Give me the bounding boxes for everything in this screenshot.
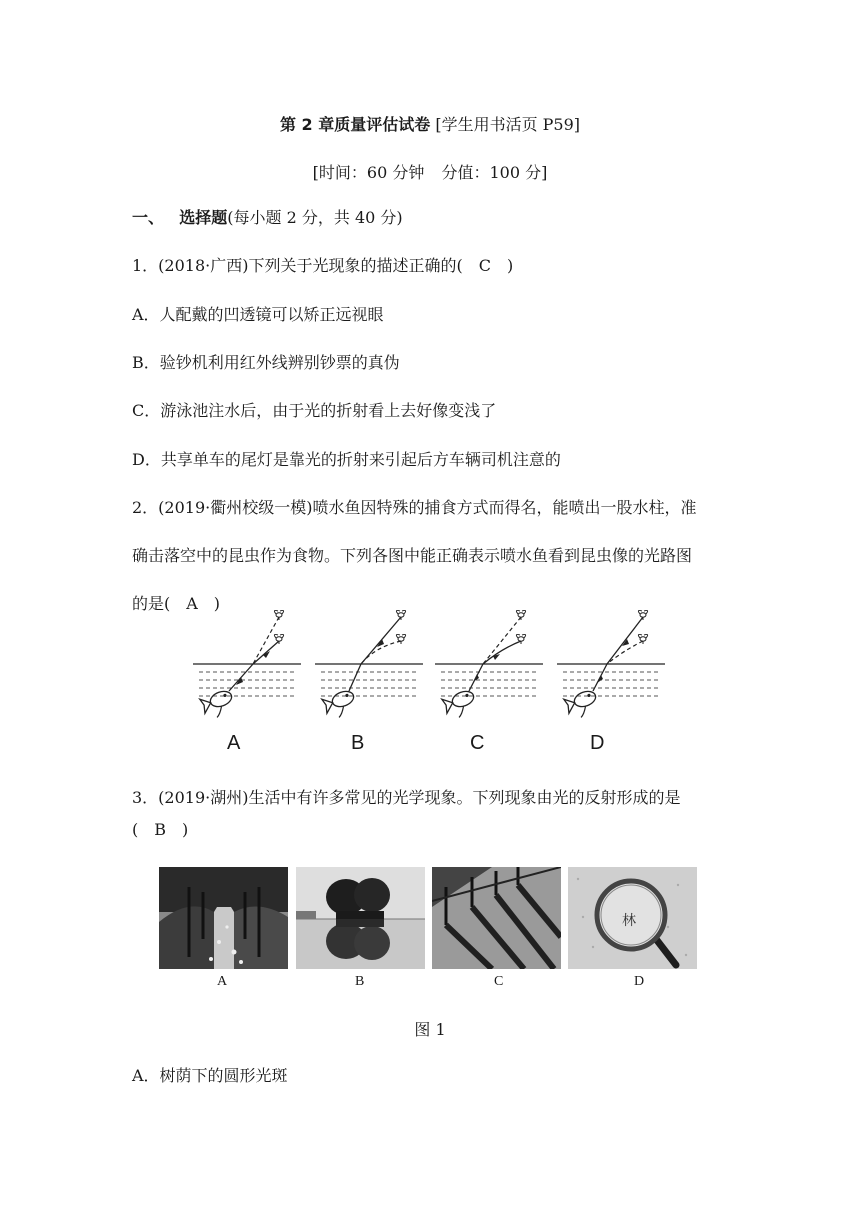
q2-light-path-figure (185, 605, 675, 720)
section-name: 选择题 (179, 208, 228, 227)
q2-label-b: B (351, 732, 365, 754)
q3-photo-c (432, 867, 561, 969)
section-note: (每小题 2 分，共 40 分) (227, 208, 403, 227)
exam-time: [时间：60 分钟 (312, 163, 425, 182)
q3-label-b: B (355, 974, 365, 989)
q2-stem-line-3: 的是( A ) (132, 594, 221, 613)
q3-stem-line-1: 3．(2019·湖州)生活中有许多常见的光学现象。下列现象由光的反射形成的是 (132, 788, 681, 807)
diagram-c (435, 610, 543, 720)
diagram-b (315, 610, 423, 720)
q3-stem-line-2: ( B ) (132, 820, 189, 839)
paper-title (0, 112, 860, 135)
q2-stem-line-1: 2．(2019·衢州校级一模)喷水鱼因特殊的捕食方式而得名，能喷出一股水柱，准 (132, 498, 697, 517)
q1-option-d: D．共享单车的尾灯是靠光的折射来引起后方车辆司机注意的 (132, 450, 561, 469)
q2-label-a: A (227, 732, 241, 754)
paper-title-main: 第 2 章质量评估试卷 (279, 115, 431, 134)
q3-photo-a (159, 867, 288, 969)
q1-option-a: A．人配戴的凹透镜可以矫正远视眼 (132, 305, 384, 324)
section-heading (132, 208, 403, 228)
exam-meta (0, 160, 860, 183)
q1-option-c: C．游泳池注水后，由于光的折射看上去好像变浅了 (132, 401, 497, 420)
paper-title-ref: [学生用书活页 P59] (435, 115, 581, 134)
diagram-d (557, 610, 665, 720)
figure-caption: 图 1 (414, 1020, 446, 1039)
diagram-a (193, 610, 301, 720)
q2-label-c: C (470, 732, 485, 754)
q3-label-d: D (634, 974, 645, 989)
q3-photo-b (296, 867, 425, 969)
q3-photo-d (568, 867, 697, 969)
q1-stem: 1．(2018·广西)下列关于光现象的描述正确的( C ) (132, 256, 514, 275)
q2-label-d: D (590, 732, 605, 754)
q3-option-a: A．树荫下的圆形光斑 (132, 1066, 288, 1085)
q3-label-c: C (494, 974, 504, 989)
section-number: 一、 (132, 208, 165, 227)
q3-photo-d-text: 林 (622, 913, 636, 929)
q1-option-b: B．验钞机利用红外线辨别钞票的真伪 (132, 353, 400, 372)
q3-label-a: A (217, 974, 228, 989)
q2-stem-line-2: 确击落空中的昆虫作为食物。下列各图中能正确表示喷水鱼看到昆虫像的光路图 (132, 546, 693, 565)
exam-score: 分值：100 分] (441, 163, 548, 182)
